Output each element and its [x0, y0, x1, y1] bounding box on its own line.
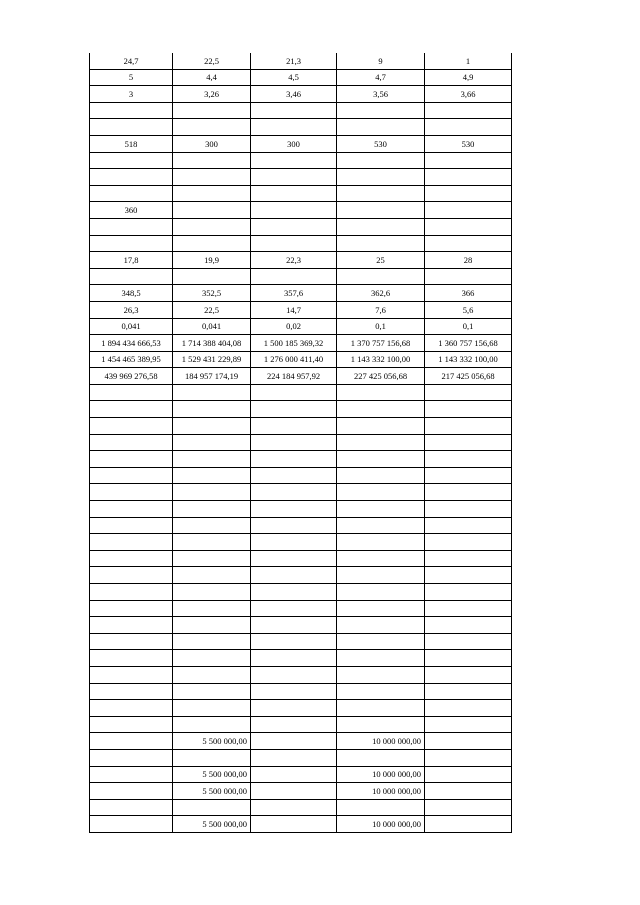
table-cell	[173, 749, 251, 766]
table-cell	[337, 600, 425, 617]
table-cell: 1 143 332 100,00	[337, 351, 425, 368]
table-body	[90, 53, 512, 832]
table-cell	[173, 235, 251, 252]
table-row	[90, 86, 512, 103]
table-cell	[90, 268, 173, 285]
table-cell	[90, 534, 173, 551]
table-cell: 5 500 000,00	[173, 816, 251, 833]
table-cell: 0,041	[90, 318, 173, 335]
table-cell	[173, 451, 251, 468]
table-cell: 5,6	[425, 301, 512, 318]
table-cell: 4,9	[425, 69, 512, 86]
table-cell	[425, 119, 512, 136]
table-cell	[251, 567, 337, 584]
table-cell	[90, 666, 173, 683]
table-cell	[173, 119, 251, 136]
table-cell: 0,02	[251, 318, 337, 335]
table-cell	[337, 384, 425, 401]
table-cell	[90, 235, 173, 252]
table-row	[90, 368, 512, 385]
table-row	[90, 700, 512, 717]
table-cell	[173, 584, 251, 601]
table-cell	[90, 766, 173, 783]
table-row	[90, 799, 512, 816]
table-cell: 224 184 957,92	[251, 368, 337, 385]
table-cell	[337, 467, 425, 484]
table-cell	[425, 185, 512, 202]
table-cell	[173, 434, 251, 451]
table-cell: 1 143 332 100,00	[425, 351, 512, 368]
table-row	[90, 335, 512, 352]
table-cell	[173, 716, 251, 733]
table-cell: 4,4	[173, 69, 251, 86]
table-cell	[173, 152, 251, 169]
table-cell	[90, 169, 173, 186]
table-row	[90, 517, 512, 534]
table-cell	[251, 700, 337, 717]
table-row	[90, 268, 512, 285]
table-cell	[337, 484, 425, 501]
table-cell	[251, 749, 337, 766]
table-cell	[425, 501, 512, 518]
table-cell: 300	[251, 135, 337, 152]
data-table-container	[89, 53, 512, 833]
table-cell: 5 500 000,00	[173, 766, 251, 783]
table-row	[90, 484, 512, 501]
table-cell	[425, 683, 512, 700]
table-cell	[173, 218, 251, 235]
table-row	[90, 434, 512, 451]
table-cell	[425, 418, 512, 435]
table-cell: 3	[90, 86, 173, 103]
table-cell: 5	[90, 69, 173, 86]
table-cell	[251, 633, 337, 650]
table-cell	[337, 218, 425, 235]
table-cell	[425, 650, 512, 667]
table-cell	[251, 119, 337, 136]
table-row	[90, 467, 512, 484]
table-cell: 1 894 434 666,53	[90, 335, 173, 352]
table-cell: 10 000 000,00	[337, 816, 425, 833]
table-cell	[337, 584, 425, 601]
table-cell	[337, 169, 425, 186]
table-cell	[337, 451, 425, 468]
table-row	[90, 119, 512, 136]
table-row	[90, 169, 512, 186]
table-cell	[425, 235, 512, 252]
table-row	[90, 185, 512, 202]
table-cell	[425, 700, 512, 717]
table-row	[90, 650, 512, 667]
table-row	[90, 783, 512, 800]
table-cell	[251, 683, 337, 700]
table-row	[90, 418, 512, 435]
table-cell	[337, 716, 425, 733]
table-cell	[90, 102, 173, 119]
table-row	[90, 351, 512, 368]
table-cell	[425, 434, 512, 451]
table-cell	[90, 617, 173, 634]
table-cell	[251, 799, 337, 816]
table-cell	[425, 617, 512, 634]
table-cell	[251, 501, 337, 518]
table-cell: 3,46	[251, 86, 337, 103]
table-cell	[90, 799, 173, 816]
table-cell	[337, 749, 425, 766]
table-cell: 10 000 000,00	[337, 733, 425, 750]
table-row	[90, 567, 512, 584]
table-cell	[90, 119, 173, 136]
table-cell	[337, 185, 425, 202]
table-cell: 5 500 000,00	[173, 733, 251, 750]
table-cell	[251, 102, 337, 119]
table-cell: 0,1	[337, 318, 425, 335]
table-cell: 5 500 000,00	[173, 783, 251, 800]
table-cell	[425, 633, 512, 650]
table-cell	[251, 550, 337, 567]
table-cell	[251, 733, 337, 750]
table-cell: 300	[173, 135, 251, 152]
table-cell	[425, 451, 512, 468]
table-row	[90, 252, 512, 269]
table-cell	[173, 268, 251, 285]
table-cell	[425, 550, 512, 567]
table-cell	[337, 633, 425, 650]
table-cell	[425, 152, 512, 169]
table-cell	[173, 517, 251, 534]
table-cell	[173, 683, 251, 700]
table-cell: 360	[90, 202, 173, 219]
table-cell: 1 714 388 404,08	[173, 335, 251, 352]
table-cell	[251, 152, 337, 169]
table-cell: 1 454 465 389,95	[90, 351, 173, 368]
table-cell	[173, 567, 251, 584]
table-cell	[337, 401, 425, 418]
table-cell	[173, 484, 251, 501]
table-cell: 439 969 276,58	[90, 368, 173, 385]
table-row	[90, 69, 512, 86]
table-cell	[251, 218, 337, 235]
table-cell: 352,5	[173, 285, 251, 302]
table-cell	[90, 484, 173, 501]
table-cell: 21,3	[251, 53, 337, 69]
table-cell	[173, 617, 251, 634]
table-cell	[251, 434, 337, 451]
table-cell	[337, 501, 425, 518]
table-cell	[251, 384, 337, 401]
table-row	[90, 102, 512, 119]
table-cell: 7,6	[337, 301, 425, 318]
table-cell	[90, 550, 173, 567]
table-row	[90, 384, 512, 401]
table-cell	[173, 650, 251, 667]
table-cell	[251, 766, 337, 783]
table-cell	[90, 650, 173, 667]
table-row	[90, 816, 512, 833]
table-row	[90, 501, 512, 518]
table-cell	[251, 783, 337, 800]
table-row	[90, 683, 512, 700]
table-cell	[173, 202, 251, 219]
table-row	[90, 401, 512, 418]
table-cell	[425, 467, 512, 484]
table-row	[90, 749, 512, 766]
table-cell: 22,3	[251, 252, 337, 269]
table-cell: 184 957 174,19	[173, 368, 251, 385]
table-cell	[337, 517, 425, 534]
table-cell	[337, 202, 425, 219]
table-cell	[337, 534, 425, 551]
table-row	[90, 53, 512, 69]
table-cell	[173, 600, 251, 617]
table-cell	[251, 235, 337, 252]
table-cell	[90, 501, 173, 518]
table-cell	[425, 202, 512, 219]
table-cell: 217 425 056,68	[425, 368, 512, 385]
table-cell	[425, 268, 512, 285]
table-cell	[90, 683, 173, 700]
table-cell: 22,5	[173, 53, 251, 69]
table-row	[90, 584, 512, 601]
table-cell	[173, 102, 251, 119]
table-cell	[90, 567, 173, 584]
table-cell	[90, 401, 173, 418]
table-cell	[90, 733, 173, 750]
table-cell	[425, 799, 512, 816]
table-row	[90, 617, 512, 634]
table-cell	[90, 633, 173, 650]
table-cell	[251, 169, 337, 186]
table-cell: 3,26	[173, 86, 251, 103]
table-cell	[251, 467, 337, 484]
table-cell	[90, 467, 173, 484]
table-cell	[173, 700, 251, 717]
table-row	[90, 766, 512, 783]
table-cell	[251, 584, 337, 601]
table-cell: 9	[337, 53, 425, 69]
table-row	[90, 716, 512, 733]
table-cell	[251, 484, 337, 501]
table-cell	[90, 749, 173, 766]
table-cell: 28	[425, 252, 512, 269]
table-row	[90, 202, 512, 219]
table-cell	[337, 650, 425, 667]
table-cell: 17,8	[90, 252, 173, 269]
table-cell: 1 360 757 156,68	[425, 335, 512, 352]
table-cell	[173, 550, 251, 567]
table-row	[90, 534, 512, 551]
table-cell	[251, 401, 337, 418]
table-cell	[173, 185, 251, 202]
table-row	[90, 666, 512, 683]
table-cell: 24,7	[90, 53, 173, 69]
table-row	[90, 550, 512, 567]
table-cell	[251, 716, 337, 733]
table-cell: 22,5	[173, 301, 251, 318]
table-cell	[251, 816, 337, 833]
table-cell	[173, 666, 251, 683]
table-cell	[425, 766, 512, 783]
table-row	[90, 733, 512, 750]
table-cell	[337, 152, 425, 169]
table-cell: 0,041	[173, 318, 251, 335]
table-cell	[90, 517, 173, 534]
table-cell	[425, 783, 512, 800]
table-cell	[425, 584, 512, 601]
table-cell	[425, 102, 512, 119]
table-cell: 4,7	[337, 69, 425, 86]
table-row	[90, 218, 512, 235]
table-cell	[90, 434, 173, 451]
table-cell: 362,6	[337, 285, 425, 302]
table-cell: 1 529 431 229,89	[173, 351, 251, 368]
table-cell: 3,66	[425, 86, 512, 103]
table-cell: 530	[425, 135, 512, 152]
table-cell	[90, 600, 173, 617]
table-cell: 227 425 056,68	[337, 368, 425, 385]
table-cell	[337, 617, 425, 634]
table-cell: 10 000 000,00	[337, 783, 425, 800]
table-cell: 1 500 185 369,32	[251, 335, 337, 352]
table-cell: 530	[337, 135, 425, 152]
table-cell	[337, 418, 425, 435]
table-cell	[425, 733, 512, 750]
table-cell	[425, 401, 512, 418]
table-cell	[425, 169, 512, 186]
table-row	[90, 318, 512, 335]
table-cell	[90, 185, 173, 202]
table-cell	[173, 501, 251, 518]
table-cell	[337, 567, 425, 584]
data-table	[89, 53, 512, 833]
table-cell	[173, 799, 251, 816]
table-cell	[90, 451, 173, 468]
table-cell	[173, 384, 251, 401]
table-cell: 4,5	[251, 69, 337, 86]
table-cell: 25	[337, 252, 425, 269]
table-cell: 19,9	[173, 252, 251, 269]
table-cell: 1 276 000 411,40	[251, 351, 337, 368]
table-cell	[425, 567, 512, 584]
table-cell	[90, 816, 173, 833]
table-cell	[173, 418, 251, 435]
table-cell: 1 370 757 156,68	[337, 335, 425, 352]
table-row	[90, 451, 512, 468]
table-cell	[90, 418, 173, 435]
table-cell	[251, 202, 337, 219]
table-cell	[337, 434, 425, 451]
table-cell	[425, 666, 512, 683]
table-cell	[425, 749, 512, 766]
table-cell	[251, 185, 337, 202]
table-cell: 1	[425, 53, 512, 69]
table-cell	[251, 268, 337, 285]
table-cell	[425, 600, 512, 617]
table-cell: 10 000 000,00	[337, 766, 425, 783]
table-cell	[425, 384, 512, 401]
table-cell	[425, 716, 512, 733]
table-cell	[251, 666, 337, 683]
table-cell	[425, 517, 512, 534]
table-cell	[90, 218, 173, 235]
table-cell	[337, 550, 425, 567]
table-cell: 366	[425, 285, 512, 302]
table-cell	[337, 268, 425, 285]
table-row	[90, 235, 512, 252]
table-cell	[90, 152, 173, 169]
table-cell	[90, 384, 173, 401]
table-cell	[173, 633, 251, 650]
table-cell: 518	[90, 135, 173, 152]
table-cell	[251, 617, 337, 634]
table-cell	[173, 169, 251, 186]
table-cell	[90, 716, 173, 733]
table-cell	[251, 600, 337, 617]
table-cell	[251, 418, 337, 435]
table-cell	[425, 534, 512, 551]
table-cell	[337, 235, 425, 252]
table-cell: 14,7	[251, 301, 337, 318]
table-cell	[337, 683, 425, 700]
table-cell	[337, 700, 425, 717]
table-cell	[251, 517, 337, 534]
table-cell	[251, 534, 337, 551]
table-cell: 3,56	[337, 86, 425, 103]
table-cell	[173, 534, 251, 551]
table-row	[90, 285, 512, 302]
table-cell	[337, 119, 425, 136]
table-cell	[251, 451, 337, 468]
table-cell	[90, 783, 173, 800]
table-cell	[425, 484, 512, 501]
table-cell: 357,6	[251, 285, 337, 302]
table-row	[90, 600, 512, 617]
table-row	[90, 633, 512, 650]
table-cell	[425, 816, 512, 833]
table-cell	[337, 799, 425, 816]
table-row	[90, 152, 512, 169]
table-cell: 26,3	[90, 301, 173, 318]
table-cell: 348,5	[90, 285, 173, 302]
table-cell	[90, 700, 173, 717]
table-cell	[173, 401, 251, 418]
table-cell	[173, 467, 251, 484]
table-row	[90, 301, 512, 318]
table-cell	[90, 584, 173, 601]
table-cell: 0,1	[425, 318, 512, 335]
table-cell	[425, 218, 512, 235]
table-cell	[337, 102, 425, 119]
table-row	[90, 135, 512, 152]
table-cell	[337, 666, 425, 683]
table-cell	[251, 650, 337, 667]
